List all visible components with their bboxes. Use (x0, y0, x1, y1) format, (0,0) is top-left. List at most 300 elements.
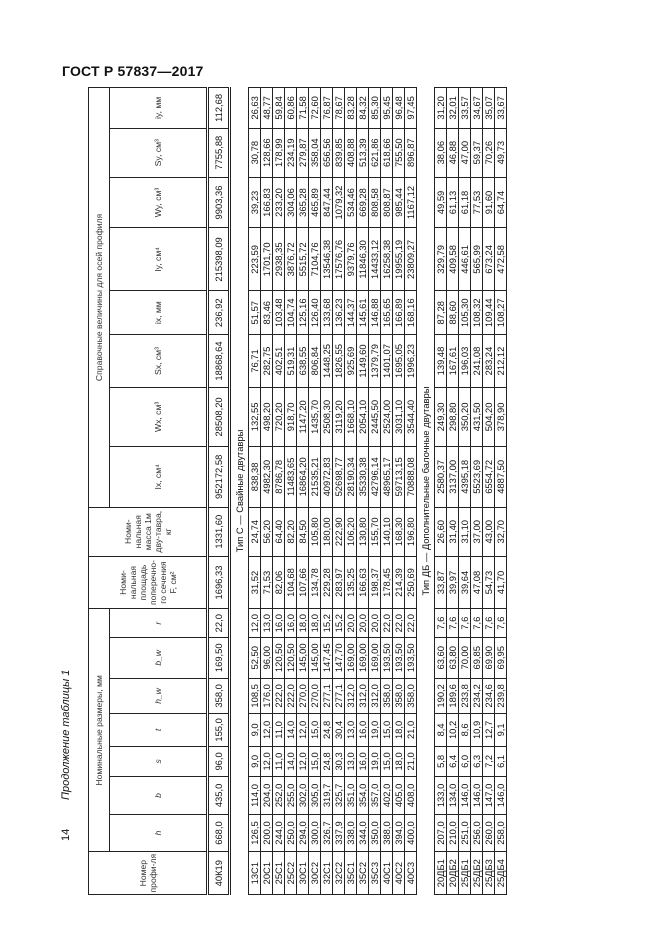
value-cell: 169,50 (208, 637, 230, 678)
section-header-row (230, 88, 249, 895)
column-header: s (110, 746, 208, 776)
column-header: ix, мм (110, 291, 208, 335)
value-cell: 1147,20 (297, 387, 309, 446)
value-cell: 40972,83 (321, 446, 333, 507)
value-cell: 12,0 (261, 714, 273, 747)
value-cell: 169,00 (369, 637, 381, 678)
value-cell: 3119,20 (333, 387, 345, 446)
value-cell: 12,0 (297, 714, 309, 747)
value-cell: 351,0 (345, 777, 357, 815)
value-cell: 20,0 (345, 609, 357, 637)
value-cell: 103,48 (273, 291, 285, 335)
profile-number-cell: 25С1 (273, 852, 285, 895)
value-cell: 41,70 (495, 556, 507, 609)
value-cell: 229,28 (321, 556, 333, 609)
value-cell: 176,0 (261, 678, 273, 714)
value-cell: 132,55 (249, 387, 261, 446)
value-cell: 256,0 (471, 814, 483, 852)
value-cell: 61,13 (447, 177, 459, 228)
value-cell: 3031,10 (393, 387, 405, 446)
value-cell: 24,8 (321, 746, 333, 776)
value-cell: 2938,35 (273, 228, 285, 291)
value-cell: 358,0 (381, 678, 393, 714)
value-cell: 234,2 (471, 678, 483, 714)
value-cell: 22,0 (208, 609, 230, 637)
value-cell: 215398,09 (208, 228, 230, 291)
value-cell: 42796,14 (369, 446, 381, 507)
value-cell: 668,0 (208, 814, 230, 852)
value-cell: 189,6 (447, 678, 459, 714)
table-row (261, 88, 273, 895)
value-cell: 76,87 (321, 88, 333, 129)
value-cell: 3137,00 (447, 446, 459, 507)
value-cell: 56,20 (261, 507, 273, 556)
value-cell: 9,0 (249, 714, 261, 747)
value-cell: 23809,27 (405, 228, 417, 291)
value-cell: 312,0 (369, 678, 381, 714)
value-cell: 249,30 (435, 387, 447, 446)
table-row (435, 88, 447, 895)
value-cell: 2580,37 (435, 446, 447, 507)
column-header: Wy, см³ (110, 177, 208, 228)
value-cell: 168,16 (405, 291, 417, 335)
value-cell: 212,12 (495, 335, 507, 388)
section-title: Тип ДБ — Дополнительные балочные двутавры (417, 88, 435, 895)
value-cell: 10,9 (471, 714, 483, 747)
value-cell: 193,50 (393, 637, 405, 678)
value-cell: 96,48 (393, 88, 405, 129)
value-cell: 234,6 (483, 678, 495, 714)
value-cell: 63,60 (435, 637, 447, 678)
value-cell: 60,86 (285, 88, 297, 129)
value-cell: 283,24 (483, 335, 495, 388)
value-cell: 147,45 (321, 637, 333, 678)
value-cell: 214,39 (393, 556, 405, 609)
value-cell: 1701,70 (261, 228, 273, 291)
value-cell: 13546,38 (321, 228, 333, 291)
value-cell: 358,0 (208, 678, 230, 714)
value-cell: 258,0 (495, 814, 507, 852)
value-cell: 4395,18 (459, 446, 471, 507)
value-cell: 48965,17 (381, 446, 393, 507)
value-cell: 39,64 (459, 556, 471, 609)
value-cell: 147,70 (333, 637, 345, 678)
value-cell: 402,0 (381, 777, 393, 815)
value-cell: 38,06 (435, 128, 447, 177)
value-cell: 6,1 (495, 746, 507, 776)
value-cell: 446,61 (459, 228, 471, 291)
value-cell: 250,69 (405, 556, 417, 609)
value-cell: 52698,77 (333, 446, 345, 507)
value-cell: 106,20 (345, 507, 357, 556)
value-cell: 7,6 (483, 609, 495, 637)
value-cell: 69,85 (471, 637, 483, 678)
value-cell: 95,45 (381, 88, 393, 129)
value-cell: 1695,05 (393, 335, 405, 388)
value-cell: 7104,76 (309, 228, 321, 291)
value-cell: 1696,33 (208, 556, 230, 609)
value-cell: 431,50 (471, 387, 483, 446)
value-cell: 14,0 (285, 714, 297, 747)
value-cell: 9903,36 (208, 177, 230, 228)
value-cell: 472,58 (495, 228, 507, 291)
value-cell: 6,0 (459, 746, 471, 776)
value-cell: 925,69 (345, 335, 357, 388)
value-cell: 32,01 (447, 88, 459, 129)
table-row (369, 88, 381, 895)
table-row (381, 88, 393, 895)
value-cell: 35,07 (483, 88, 495, 129)
value-cell: 18,0 (297, 609, 309, 637)
value-cell: 130,80 (357, 507, 369, 556)
value-cell: 344,0 (357, 814, 369, 852)
value-cell: 15,2 (333, 609, 345, 637)
value-cell: 498,20 (261, 387, 273, 446)
value-cell: 135,25 (345, 556, 357, 609)
value-cell: 13,0 (261, 609, 273, 637)
value-cell: 28190,34 (345, 446, 357, 507)
profile-number-cell: 25ДБ4 (495, 852, 507, 895)
value-cell: 10,2 (447, 714, 459, 747)
profile-number-cell: 40С2 (393, 852, 405, 895)
value-cell: 140,10 (381, 507, 393, 556)
value-cell: 244,0 (273, 814, 285, 852)
profile-number-cell: 25ДБ1 (459, 852, 471, 895)
value-cell: 26,63 (249, 88, 261, 129)
value-cell: 114,0 (249, 777, 261, 815)
value-cell: 7,6 (435, 609, 447, 637)
value-cell: 47,08 (471, 556, 483, 609)
value-cell: 241,08 (471, 335, 483, 388)
value-cell: 755,50 (393, 128, 405, 177)
value-cell: 72,60 (309, 88, 321, 129)
value-cell: 133,0 (435, 777, 447, 815)
profile-number-cell: 40С1 (381, 852, 393, 895)
value-cell: 108,27 (495, 291, 507, 335)
value-cell: 534,46 (345, 177, 357, 228)
value-cell: 33,67 (495, 88, 507, 129)
header-area: Номи-нальная площадь поперечно-го сечения F, см² (89, 556, 208, 609)
value-cell: 134,78 (309, 556, 321, 609)
value-cell: 270,0 (297, 678, 309, 714)
table-row (297, 88, 309, 895)
value-cell: 6,3 (471, 746, 483, 776)
value-cell: 70888,08 (405, 446, 417, 507)
value-cell: 7,6 (447, 609, 459, 637)
table-row (471, 88, 483, 895)
profile-number-cell: 20ДБ1 (435, 852, 447, 895)
value-cell: 656,56 (321, 128, 333, 177)
table-row (495, 88, 507, 895)
section-header-row (417, 88, 435, 895)
value-cell: 260,0 (483, 814, 495, 852)
value-cell: 59713,15 (393, 446, 405, 507)
value-cell: 166,63 (357, 556, 369, 609)
value-cell: 104,74 (285, 291, 297, 335)
value-cell: 1379,79 (369, 335, 381, 388)
value-cell: 277,1 (321, 678, 333, 714)
value-cell: 338,0 (345, 814, 357, 852)
value-cell: 402,51 (273, 335, 285, 388)
value-cell: 22,0 (393, 609, 405, 637)
value-cell: 222,0 (273, 678, 285, 714)
value-cell: 337,9 (333, 814, 345, 852)
value-cell: 618,66 (381, 128, 393, 177)
value-cell: 28508,20 (208, 387, 230, 446)
header-nominal-dims: Номинальные размеры, мм (89, 609, 110, 852)
value-cell: 408,0 (405, 777, 417, 815)
value-cell: 302,0 (297, 777, 309, 815)
value-cell: 108,5 (249, 678, 261, 714)
value-cell: 147,0 (483, 777, 495, 815)
value-cell: 169,00 (345, 637, 357, 678)
value-cell: 504,20 (483, 387, 495, 446)
column-header: Iy, см⁴ (110, 228, 208, 291)
value-cell: 6,4 (447, 746, 459, 776)
value-cell: 14433,12 (369, 228, 381, 291)
value-cell: 16864,20 (297, 446, 309, 507)
value-cell: 109,44 (483, 291, 495, 335)
value-cell: 7,2 (483, 746, 495, 776)
document-title: ГОСТ Р 57837—2017 (62, 63, 204, 79)
column-header: Sx, см³ (110, 335, 208, 388)
value-cell: 59,84 (273, 88, 285, 129)
column-header: b_w (110, 637, 208, 678)
value-cell: 47,00 (459, 128, 471, 177)
table-row (357, 88, 369, 895)
value-cell: 405,0 (393, 777, 405, 815)
value-cell: 82,06 (273, 556, 285, 609)
profile-number-cell: 35С1 (345, 852, 357, 895)
value-cell: 513,39 (357, 128, 369, 177)
table-row (208, 88, 230, 895)
value-cell: 97,45 (405, 88, 417, 129)
profile-number-cell: 32С2 (333, 852, 345, 895)
value-cell: 59,37 (471, 128, 483, 177)
rotated-table-container (88, 87, 618, 895)
value-cell: 34,67 (471, 88, 483, 129)
value-cell: 17576,76 (333, 228, 345, 291)
column-header: r (110, 609, 208, 637)
value-cell: 1401,07 (381, 335, 393, 388)
value-cell: 621,86 (369, 128, 381, 177)
value-cell: 33,87 (435, 556, 447, 609)
page-number: 14 (60, 828, 72, 841)
value-cell: 168,30 (393, 507, 405, 556)
value-cell: 270,0 (309, 678, 321, 714)
value-cell: 673,24 (483, 228, 495, 291)
value-cell: 250,0 (285, 814, 297, 852)
value-cell: 30,78 (249, 128, 261, 177)
header-profile: Номер профи-ля (89, 852, 208, 895)
value-cell: 1149,60 (357, 335, 369, 388)
value-cell: 96,0 (208, 746, 230, 776)
value-cell: 134,0 (447, 777, 459, 815)
value-cell: 11846,30 (357, 228, 369, 291)
value-cell: 4887,50 (495, 446, 507, 507)
value-cell: 105,30 (459, 291, 471, 335)
value-cell: 196,03 (459, 335, 471, 388)
profile-number-cell: 40С3 (405, 852, 417, 895)
profile-number-cell: 25ДБ2 (471, 852, 483, 895)
value-cell: 300,0 (309, 814, 321, 852)
value-cell: 2508,30 (321, 387, 333, 446)
value-cell: 896,87 (405, 128, 417, 177)
value-cell: 39,97 (447, 556, 459, 609)
table-row (333, 88, 345, 895)
value-cell: 12,0 (249, 609, 261, 637)
value-cell: 16,0 (357, 746, 369, 776)
column-header: Ix, см⁴ (110, 446, 208, 507)
value-cell: 15,0 (309, 714, 321, 747)
value-cell: 91,60 (483, 177, 495, 228)
column-header: h (110, 814, 208, 852)
value-cell: 146,0 (495, 777, 507, 815)
value-cell: 15,0 (381, 746, 393, 776)
table-row (459, 88, 471, 895)
table-row (393, 88, 405, 895)
value-cell: 52,50 (249, 637, 261, 678)
column-header: Wx, см³ (110, 387, 208, 446)
value-cell: 5523,69 (471, 446, 483, 507)
value-cell: 9,0 (249, 746, 261, 776)
column-header: iy, мм (110, 88, 208, 129)
profile-number-cell: 30С2 (309, 852, 321, 895)
value-cell: 207,0 (435, 814, 447, 852)
value-cell: 85,30 (369, 88, 381, 129)
value-cell: 16258,38 (381, 228, 393, 291)
value-cell: 83,46 (261, 291, 273, 335)
table-row (321, 88, 333, 895)
value-cell: 236,92 (208, 291, 230, 335)
value-cell: 16,0 (285, 609, 297, 637)
value-cell: 155,0 (208, 714, 230, 747)
value-cell: 350,20 (459, 387, 471, 446)
value-cell: 7,6 (495, 609, 507, 637)
value-cell: 33,57 (459, 88, 471, 129)
value-cell: 222,90 (333, 507, 345, 556)
value-cell: 358,0 (405, 678, 417, 714)
value-cell: 64,74 (495, 177, 507, 228)
value-cell: 77,53 (471, 177, 483, 228)
value-cell: 31,40 (447, 507, 459, 556)
profile-number-cell: 32С1 (321, 852, 333, 895)
header-mass: Номи-нальная масса 1м дву-тавра, кг (89, 507, 208, 556)
value-cell: 146,0 (459, 777, 471, 815)
value-cell: 3876,72 (285, 228, 297, 291)
value-cell: 304,06 (285, 177, 297, 228)
value-cell: 51,57 (249, 291, 261, 335)
value-cell: 2054,10 (357, 387, 369, 446)
value-cell: 326,7 (321, 814, 333, 852)
value-cell: 169,00 (357, 637, 369, 678)
value-cell: 198,37 (369, 556, 381, 609)
profile-number-cell: 20С1 (261, 852, 273, 895)
value-cell: 12,7 (483, 714, 495, 747)
value-cell: 233,8 (459, 678, 471, 714)
value-cell: 4982,30 (261, 446, 273, 507)
value-cell: 9379,76 (345, 228, 357, 291)
value-cell: 71,53 (261, 556, 273, 609)
value-cell: 145,00 (297, 637, 309, 678)
value-cell: 839,85 (333, 128, 345, 177)
value-cell: 1331,60 (208, 507, 230, 556)
value-cell: 14,0 (285, 746, 297, 776)
value-cell: 155,70 (369, 507, 381, 556)
profile-number-cell: 20ДБ2 (447, 852, 459, 895)
value-cell: 8,6 (459, 714, 471, 747)
value-cell: 15,0 (381, 714, 393, 747)
value-cell: 108,32 (471, 291, 483, 335)
value-cell: 298,80 (447, 387, 459, 446)
value-cell: 319,7 (321, 777, 333, 815)
value-cell: 107,66 (297, 556, 309, 609)
value-cell: 838,38 (249, 446, 261, 507)
value-cell: 178,99 (273, 128, 285, 177)
value-cell: 35330,38 (357, 446, 369, 507)
value-cell: 1826,55 (333, 335, 345, 388)
value-cell: 222,0 (285, 678, 297, 714)
value-cell: 30,4 (333, 714, 345, 747)
value-cell: 87,28 (435, 291, 447, 335)
column-header: t (110, 714, 208, 747)
value-cell: 18,0 (309, 609, 321, 637)
table-row (447, 88, 459, 895)
value-cell: 26,60 (435, 507, 447, 556)
value-cell: 48,77 (261, 88, 273, 129)
value-cell: 252,0 (273, 777, 285, 815)
table-row (405, 88, 417, 895)
value-cell: 952172,58 (208, 446, 230, 507)
table-row (309, 88, 321, 895)
value-cell: 63,80 (447, 637, 459, 678)
value-cell: 3544,40 (405, 387, 417, 446)
value-cell: 808,87 (381, 177, 393, 228)
value-cell: 96,00 (261, 637, 273, 678)
value-cell: 71,58 (297, 88, 309, 129)
column-header: h_w (110, 678, 208, 714)
value-cell: 806,84 (309, 335, 321, 388)
profile-table (88, 87, 507, 895)
value-cell: 133,68 (321, 291, 333, 335)
value-cell: 8,4 (435, 714, 447, 747)
value-cell: 190,2 (435, 678, 447, 714)
value-cell: 70,26 (483, 128, 495, 177)
value-cell: 11,0 (273, 714, 285, 747)
section-title: Тип С — Свайные двутавры (230, 88, 249, 895)
value-cell: 808,58 (369, 177, 381, 228)
value-cell: 126,5 (249, 814, 261, 852)
value-cell: 1448,25 (321, 335, 333, 388)
value-cell: 31,20 (435, 88, 447, 129)
value-cell: 21,0 (405, 746, 417, 776)
value-cell: 49,59 (435, 177, 447, 228)
value-cell: 18,0 (393, 714, 405, 747)
value-cell: 146,88 (369, 291, 381, 335)
value-cell: 31,52 (249, 556, 261, 609)
value-cell: 21,0 (405, 714, 417, 747)
value-cell: 126,40 (309, 291, 321, 335)
value-cell: 144,37 (345, 291, 357, 335)
value-cell: 167,61 (447, 335, 459, 388)
value-cell: 251,0 (459, 814, 471, 852)
value-cell: 78,67 (333, 88, 345, 129)
value-cell: 193,50 (381, 637, 393, 678)
value-cell: 15,0 (309, 746, 321, 776)
table-row (273, 88, 285, 895)
value-cell: 19,0 (369, 746, 381, 776)
value-cell: 84,50 (297, 507, 309, 556)
